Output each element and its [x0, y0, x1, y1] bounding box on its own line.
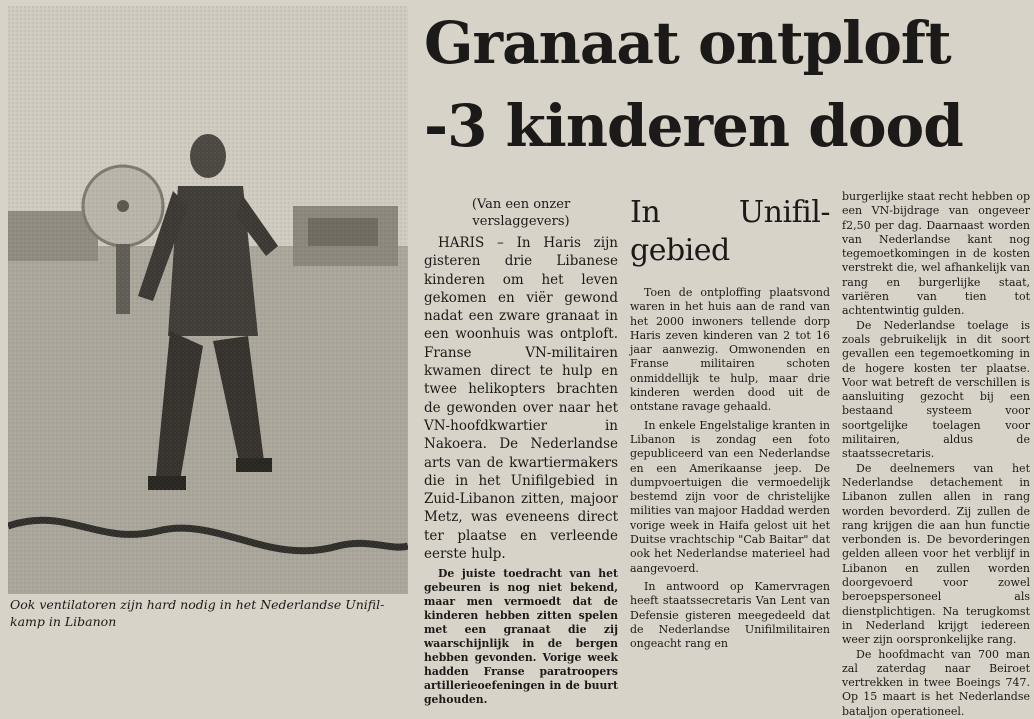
- bold-paragraph: De juiste toedracht van het gebeuren is nog niet bekend, maar men vermoedt dat de kinderen hebben zitten spelen met een granaat die zij waarschijnlijk in de bergen hebben gevonden. Vorige week hadden Franse paratroopers artillerieoefeningen in de buurt gehouden.: [424, 567, 618, 707]
- headline-line-2: -3 kinderen dood: [424, 92, 963, 160]
- paragraph: In enkele Engelstalige kranten in Libanon is zondag een foto gepubliceerd van een Nederlandse en een Amerikaanse jeep. De dumpvoertuigen die vermoedelijk bestemd zijn voor de christelijke milities van majoor Haddad werden vorige week in Haifa gelost uit het Duitse vrachtschip "Cab Baitar" dat ook het Nederlandse materieel had aangevoerd.: [630, 418, 830, 575]
- paragraph: De deelnemers van het Nederlandse detachement in Libanon zullen allen in rang worden bevorderd. Zij zullen de rang krijgen die aan hun functie verbonden is. De bevorderingen gelden alleen voor het verblijf in Libanon en zullen worden doorgevoerd voor zowel beroepspersoneel als dienstplichtigen. Na terugkomst in Nederland krijgt iedereen weer zijn oorspronkelijke rang.: [842, 461, 1030, 647]
- photo-caption: Ook ventilatoren zijn hard nodig in het Nederlandse Unifil-kamp in Libanon: [10, 597, 385, 629]
- article-column-3: [842, 190, 1030, 719]
- lead-paragraph: HARIS – In Haris zijn gisteren drie Libanese kinderen om het leven gekomen en viër gewond nadat een zware granaat in een woonhuis was ontploft. Franse VN-militairen kwamen direct te hulp en twee helikopters brachten de gewonden over naar het VN-hoofdkwartier in Nakoera. De Nederlandse arts van de kwartiermakers die in het Unifilgebied in Zuid-Libanon zitten, majoor Metz, was eveneens direct ter plaatse en verleende eerste hulp.: [424, 235, 618, 563]
- article-column-1: [424, 196, 618, 707]
- paragraph: Toen de ontploffing plaatsvond waren in het huis aan de rand van het 2000 inwoners tellende dorp Haris zeven kinderen van 2 tot 16 jaar aanwezig. Omwonenden en Franse militairen schoten onmiddellijk te hulp, maar drie kinderen werden dood uit de ontstane ravage gehaald.: [630, 286, 830, 414]
- paragraph: De Nederlandse toelage is zoals gebruikelijk in dit soort gevallen een tegemoetkoming in de hogere kosten ter plaatse. Voor wat betreft de verschillen is aansluiting gezocht bij een bestaand systeem voor soortgelijke toelagen voor militairen, aldus de staatssecretaris.: [842, 318, 1030, 461]
- paragraph: burgerlijke staat recht hebben op een VN-bijdrage van ongeveer f2,50 per dag. Daarnaast worden van Nederlandse kant nog tegemoetkomingen in de kosten verstrekt die, wel afhankelijk van rang en burgerlijke staat, variëren van tien tot achtentwintig gulden.: [842, 190, 1030, 318]
- paragraph: De hoofdmacht van 700 man zal zaterdag naar Beiroet vertrekken in twee Boeings 747. Op 15 maart is het Nederlandse bataljon operationeel.: [842, 647, 1030, 718]
- soldier-photo-illustration: [8, 6, 408, 594]
- paragraph: In antwoord op Kamervragen heeft staatssecretaris Van Lent van Defensie gisteren meegedeeld dat de Nederlandse Unifilmilitairen ongeacht rang en: [630, 579, 830, 651]
- subheading: In Unifil-gebied: [630, 195, 830, 268]
- headline: [424, 2, 1030, 168]
- headline-line-1: Granaat ontploft: [424, 9, 951, 77]
- byline: (Van een onzer verslaggevers): [471, 197, 571, 229]
- article-column-2: [630, 190, 830, 651]
- news-photo: [8, 6, 408, 594]
